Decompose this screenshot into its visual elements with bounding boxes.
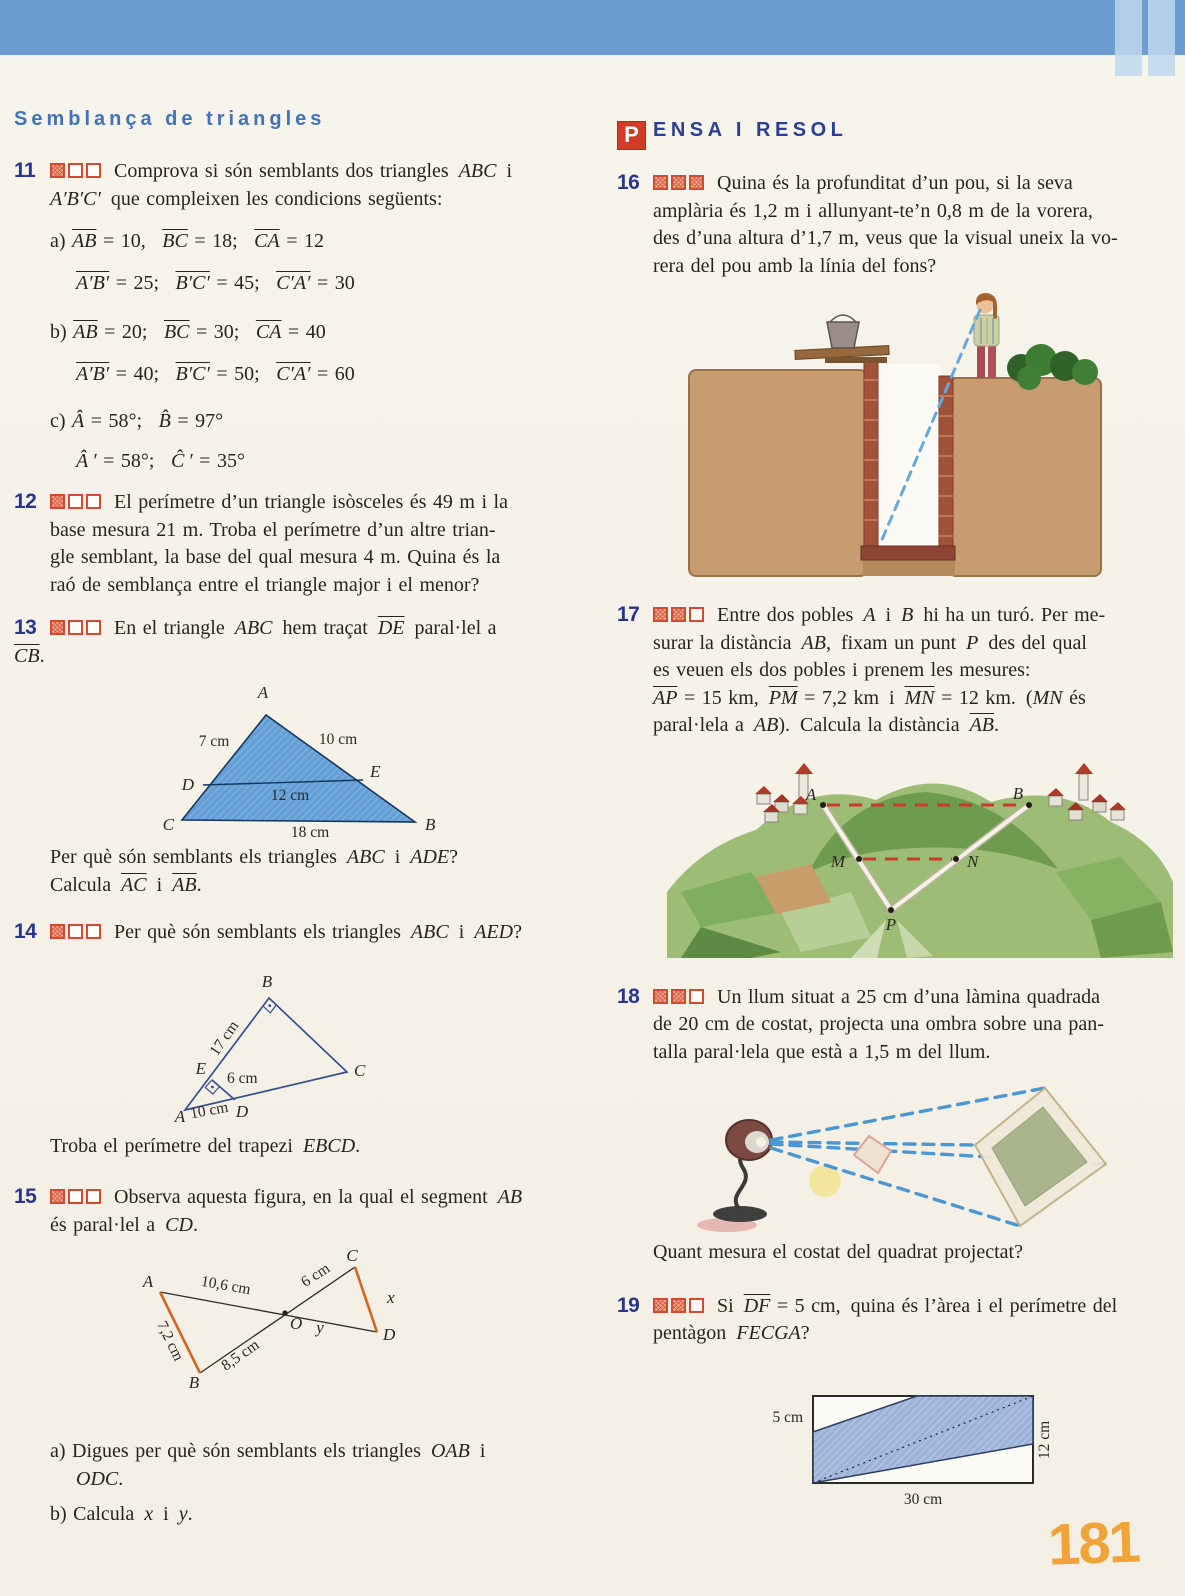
condition-a2: A′B′ = 25; B′C′ = 45; C′A′ = 30: [76, 271, 355, 294]
exercise-16: [617, 170, 1185, 280]
exercise-15-part-a: a) Digues per què són semblants els triangles OAB i ODC.: [50, 1440, 486, 1490]
exercise-number: 14: [14, 920, 37, 943]
exercise-number: 11: [14, 159, 36, 182]
point-label-b: B: [261, 971, 273, 991]
measure-eb: 17 cm: [206, 1017, 243, 1059]
point-label-e: E: [195, 1058, 206, 1078]
exercise-number: 15: [14, 1185, 37, 1208]
difficulty-squares: [653, 602, 707, 630]
exercise-13-question: Per què són semblants els triangles ABC i ADE? Calcula $\overline{AC}$ i $\overline{AB}$.: [50, 846, 459, 896]
point-label-a: A: [257, 683, 269, 702]
difficulty-squares: [653, 1293, 707, 1321]
unknown-x: x: [387, 1288, 395, 1307]
exercise-13-intro: En el triangle ABC hem traçat $\overline{DE}$ paral·lel a: [50, 615, 590, 643]
exercise-15-intro: Observa aquesta figura, en la qual el segment AB és paral·lel a CD.: [50, 1186, 523, 1236]
point-label-e: E: [370, 762, 381, 781]
page-number: 181: [1046, 1509, 1140, 1578]
figure-lamp-projection: [657, 1078, 1157, 1233]
difficulty-squares: [653, 170, 707, 198]
point-label-o: O: [290, 1314, 303, 1333]
exercise-17: [617, 602, 1185, 740]
difficulty-squares: [50, 489, 104, 517]
point-label-a: A: [805, 784, 817, 804]
figure-villages-landscape: [661, 752, 1181, 964]
chapter-tab-bar: [1115, 0, 1142, 76]
measure-ae: 10 cm: [318, 731, 358, 748]
point-label-a: A: [174, 1106, 186, 1125]
point-label-a: A: [142, 1272, 154, 1291]
figure-triangle-abc-aed: [170, 957, 470, 1125]
difficulty-squares: [50, 919, 104, 947]
right-column: [617, 108, 1185, 1516]
exercise-12: [14, 489, 590, 599]
measure-co: 6 cm: [298, 1259, 333, 1291]
chapter-tab-bar: [1148, 0, 1175, 76]
figure-crossing-triangles-oab-odc: [140, 1245, 460, 1393]
exercise-number: 12: [14, 490, 37, 513]
point-label-c: C: [354, 1060, 366, 1080]
measure-de: 12 cm: [270, 787, 310, 804]
top-blue-band: [0, 0, 1185, 55]
exercise-18-question: Quant mesura el costat del quadrat projectat?: [653, 1241, 1023, 1263]
exercise-15: [14, 1184, 590, 1239]
person-looking-into-well: [974, 293, 999, 378]
unknown-y: y: [316, 1318, 324, 1337]
difficulty-squares: [50, 615, 104, 643]
condition-b1: b) $\overline{AB} = 20$; $\overline{BC} = 30$; $\overline{CA} = 40$: [50, 321, 326, 343]
well-shaft: [877, 364, 940, 548]
point-label-c: C: [162, 815, 174, 834]
exercise-number: 17: [617, 603, 640, 626]
exercise-13: [14, 615, 590, 670]
left-column: [14, 108, 590, 1529]
point-label-d: D: [235, 1101, 249, 1121]
difficulty-squares: [653, 984, 707, 1012]
exercise-13-intro-cont: $\overline{CB}$.: [14, 644, 45, 667]
exercise-19-body: Si $\overline{DF} = 5$ cm, quina és l’àrea i el perímetre del pentàgon FECGA?: [653, 1294, 1118, 1344]
exercise-14-question: Troba el perímetre del trapezi EBCD.: [50, 1134, 361, 1157]
measure-ad: 10 cm: [188, 1098, 230, 1122]
point-label-d: D: [383, 1325, 396, 1344]
point-label-d: D: [181, 775, 194, 794]
measure-bo: 8,5 cm: [218, 1336, 263, 1375]
point-label-n: N: [967, 851, 979, 871]
point-label-b: B: [1012, 783, 1024, 803]
exercise-14: [14, 919, 590, 947]
exercise-number: 19: [617, 1293, 640, 1317]
measure-cb: 18 cm: [290, 824, 330, 840]
ground-left: [689, 370, 867, 576]
exercise-19: [617, 1293, 1185, 1348]
difficulty-squares: [50, 158, 104, 186]
measure-ao: 10,6 cm: [199, 1272, 252, 1299]
exercise-number: 16: [617, 171, 640, 194]
measure-ad: 7 cm: [198, 733, 230, 750]
measure-ed: 6 cm: [227, 1069, 258, 1087]
small-square-lamina: [854, 1136, 891, 1173]
pensa-initial-box: P: [617, 121, 646, 150]
condition-c2: Â ′ = 58°; Ĉ ′ = 35°: [76, 449, 245, 472]
point-label-b: B: [188, 1373, 200, 1392]
point-label-m: M: [830, 851, 845, 871]
exercise-14-intro: Per què són semblants els triangles ABC i AED?: [50, 919, 590, 947]
figure-well-illustration: [677, 284, 1107, 592]
condition-c1: c) Â = 58°; B̂ = 97°: [50, 410, 224, 432]
desk-lamp: [713, 1120, 772, 1222]
figure-rectangle-pentagon: [745, 1388, 1065, 1516]
condition-b2: A′B′ = 40; B′C′ = 50; C′A′ = 60: [76, 362, 355, 385]
pensa-i-resol-header: P ENSA I RESOL: [617, 116, 1185, 150]
difficulty-squares: [50, 1184, 104, 1212]
exercise-number: 18: [617, 984, 640, 1008]
point-label-b: B: [425, 815, 436, 834]
exercise-number: 13: [14, 616, 37, 639]
point-label-c: C: [346, 1246, 358, 1265]
condition-a1: a) $\overline{AB} = 10$, $\overline{BC} = 18$; $\overline{CA} = 12$: [50, 230, 325, 252]
exercise-18: [617, 984, 1185, 1067]
exercise-16-body: Quina és la profunditat d’un pou, si la seva amplària és 1,2 m i allunyant-te’n 0,8 m de la vorera, des d’una altura d’1,7 m, veus que la visual uneix la vo- rera del pou amb la línia del fons?: [653, 172, 1118, 277]
exercise-11: [14, 158, 590, 475]
bucket: [827, 315, 859, 348]
ground-right: [949, 378, 1101, 576]
measure-12cm: 12 cm: [1036, 1420, 1053, 1459]
measure-ab: 7,2 cm: [153, 1318, 187, 1364]
measure-30cm: 30 cm: [903, 1490, 943, 1508]
exercise-12-body: El perímetre d’un triangle isòsceles és 49 m i la base mesura 21 m. Troba el perímetre d’un altre trian- gle semblant, la base del qual mesura 4 m. Quina és la raó de semblança entre el triangle major i el menor?: [50, 491, 508, 596]
well-floor: [861, 546, 955, 560]
exercise-18-body: Un llum situat a 25 cm d’una làmina quadrada de 20 cm de costat, projecta una ombra sobre una pan- talla paral·lela que està a 1,5 m del llum.: [653, 985, 1104, 1063]
figure-triangle-abc-de: [130, 678, 510, 840]
point-label-p: P: [885, 914, 897, 934]
measure-5cm: 5 cm: [772, 1408, 803, 1426]
exercise-11-intro: Comprova si són semblants dos triangles ABC i A′B′C′ que compleixen les condicions següents:: [50, 160, 513, 210]
exercise-17-body: Entre dos pobles A i B hi ha un turó. Per me- surar la distància AB, fixam un punt P des del qual es veuen els dos pobles i prenem les mesures: $\overline{AP} = 15$ km, $\overline{PM} = 7,2$ km i $\overline{MN} = 12$ km. (MN és paral·lela a AB). Calcula la distància $\overline{AB}$.: [653, 604, 1106, 736]
section-title: Semblança de triangles: [14, 108, 326, 130]
exercise-15-part-b: b) Calcula x i y.: [50, 1503, 193, 1525]
